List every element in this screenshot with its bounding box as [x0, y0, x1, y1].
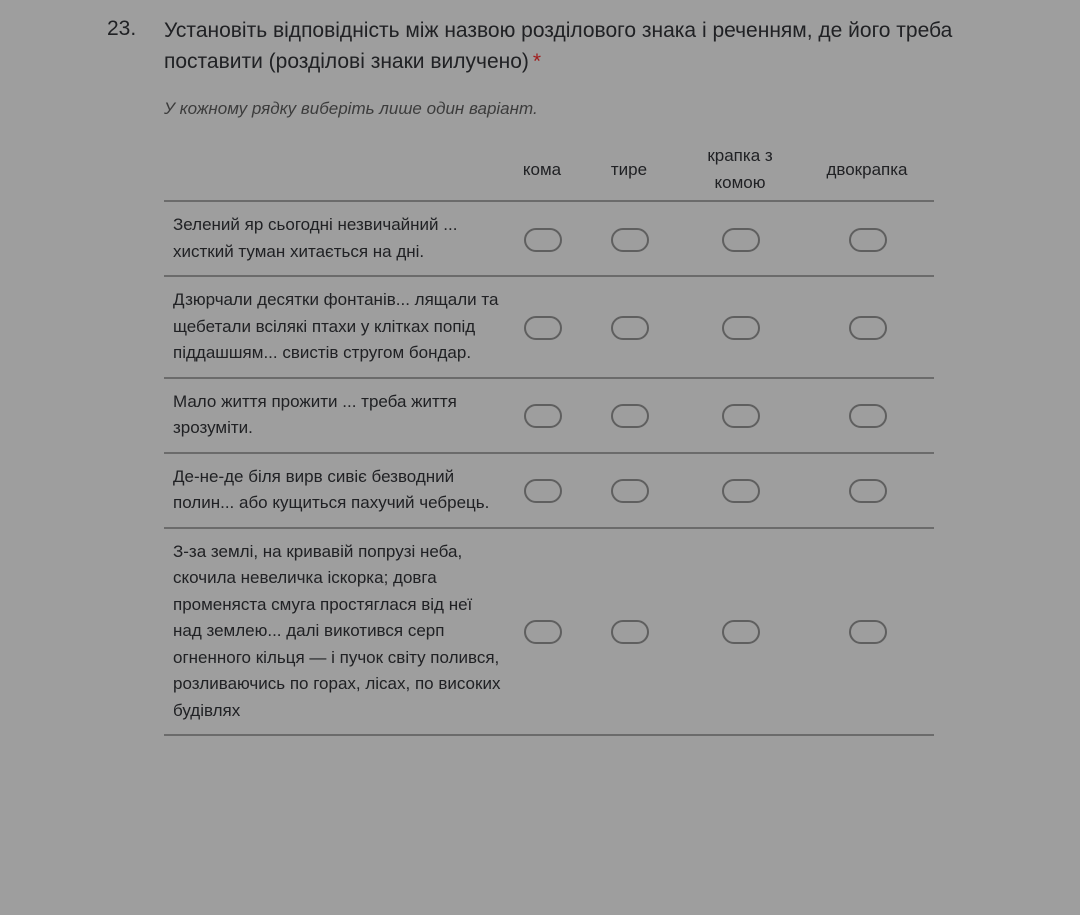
radio-row2-tyre[interactable]	[611, 316, 649, 340]
required-asterisk: *	[532, 50, 542, 73]
radio-row1-tyre[interactable]	[611, 228, 649, 252]
radio-row1-krapka-z-komoiu[interactable]	[722, 228, 760, 252]
question-hint: У кожному рядку виберіть лише один варіант.	[164, 99, 538, 118]
column-header-krapka-z-komoiu: крапка з комою	[707, 146, 773, 192]
grid-row	[164, 277, 934, 379]
row-label: З-за землі, на кривавій попрузі неба, скочила невеличка іскорка; довга променяста смуга простяглася від неї над землею... далі викотився серп огненного кільця — і пучок світу полився, розливаючись по горах, лісах, по високих будівлях	[173, 541, 501, 720]
radio-row5-dvokrapka[interactable]	[849, 620, 887, 644]
radio-row2-koma[interactable]	[524, 316, 562, 340]
grid-row	[164, 529, 934, 737]
radio-row3-tyre[interactable]	[611, 404, 649, 428]
row-label: Мало життя прожити ... треба життя зрозуміти.	[173, 391, 457, 437]
radio-row2-krapka-z-komoiu[interactable]	[722, 316, 760, 340]
grid-row	[164, 379, 934, 454]
row-label: Дзюрчали десятки фонтанів... лящали та щебетали всілякі птахи у клітках попід піддашшям... свистів стругом бондар.	[173, 290, 499, 362]
radio-row5-tyre[interactable]	[611, 620, 649, 644]
question-number: 23.	[107, 17, 137, 40]
grid-row	[164, 202, 934, 277]
column-header-koma: кома	[522, 159, 562, 179]
grid-row	[164, 454, 934, 529]
column-header-dvokrapka: двокрапка	[826, 159, 908, 179]
radio-row5-koma[interactable]	[524, 620, 562, 644]
radio-row1-koma[interactable]	[524, 228, 562, 252]
row-label: Зелений яр сьогодні незвичайний ... хисткий туман хитається на дні.	[173, 215, 458, 261]
row-label: Де-не-де біля вирв сивіє безводний полин... або кущиться пахучий чебрець.	[173, 466, 490, 512]
radio-row3-koma[interactable]	[524, 404, 562, 428]
question-title-text: Установіть відповідність між назвою розділового знака і реченням, де його треба поставити (розділові знаки вилучено)	[164, 19, 953, 73]
radio-row4-krapka-z-komoiu[interactable]	[722, 479, 760, 503]
radio-row4-tyre[interactable]	[611, 479, 649, 503]
radio-row3-krapka-z-komoiu[interactable]	[722, 404, 760, 428]
choice-grid	[164, 138, 934, 736]
radio-row3-dvokrapka[interactable]	[849, 404, 887, 428]
column-header-tyre: тире	[610, 159, 648, 179]
radio-row1-dvokrapka[interactable]	[849, 228, 887, 252]
question-title	[164, 15, 964, 77]
radio-row4-dvokrapka[interactable]	[849, 479, 887, 503]
radio-row4-koma[interactable]	[524, 479, 562, 503]
radio-row2-dvokrapka[interactable]	[849, 316, 887, 340]
radio-row5-krapka-z-komoiu[interactable]	[722, 620, 760, 644]
grid-header	[164, 138, 934, 202]
